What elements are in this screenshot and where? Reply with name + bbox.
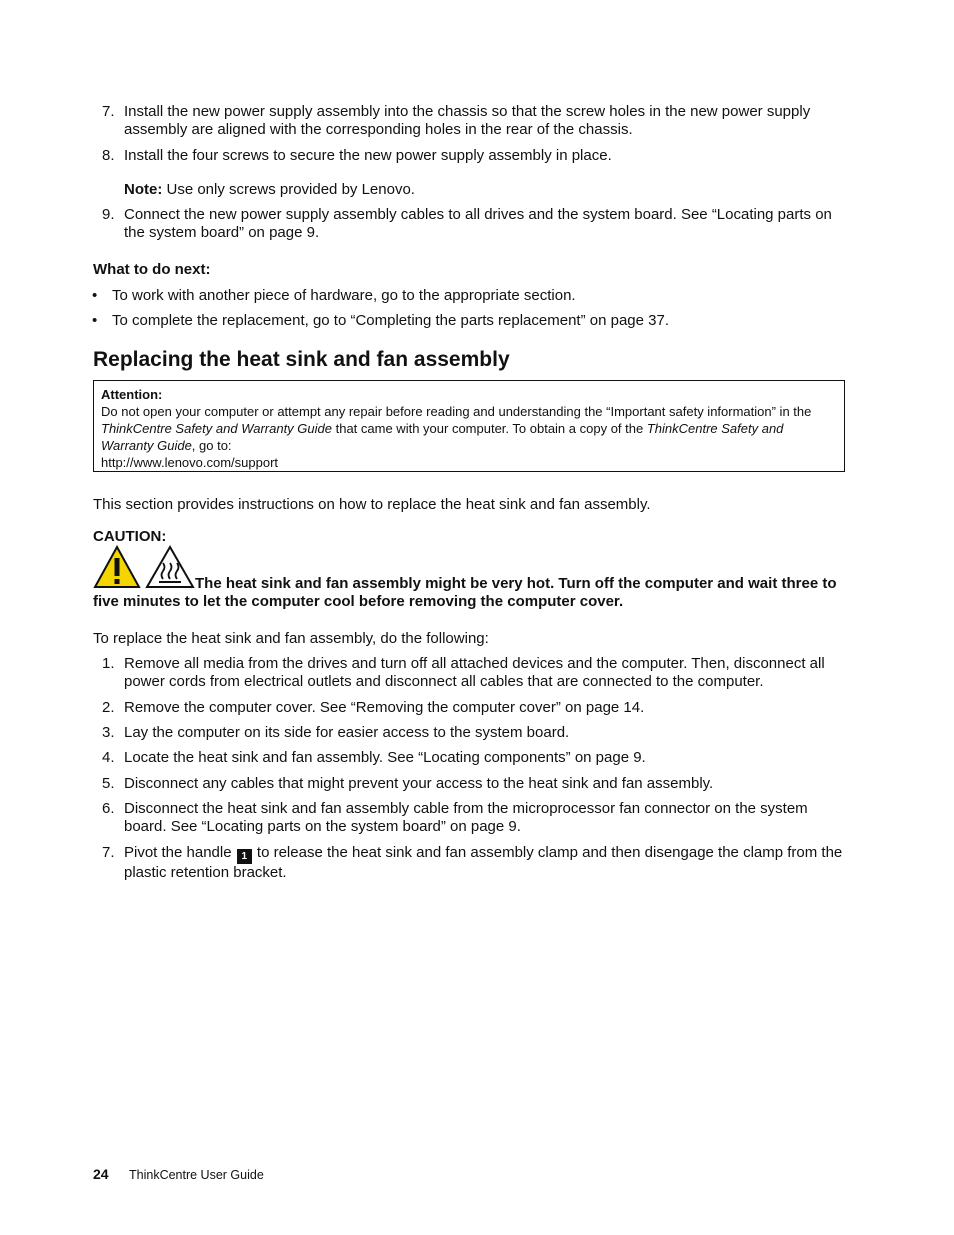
caution-text bbox=[93, 575, 848, 610]
step-number: 8. bbox=[102, 147, 115, 164]
step-text-part: Pivot the handle bbox=[124, 844, 236, 861]
attention-text: that came with your computer. To obtain a copy of the bbox=[332, 421, 647, 436]
guide-title: ThinkCentre Safety and Warranty Guide bbox=[101, 421, 784, 453]
section-title: Replacing the heat sink and fan assembly bbox=[93, 348, 510, 371]
step-text-part: to release the heat sink and fan assembly clamp and then disengage the clamp from the plastic retention bracket. bbox=[124, 844, 843, 881]
step-text: Locate the heat sink and fan assembly. See “Locating components” on page 9. bbox=[124, 749, 646, 766]
step-number: 2. bbox=[102, 699, 115, 716]
list-item: To work with another piece of hardware, go to the appropriate section. bbox=[112, 287, 576, 304]
step-text: Remove the computer cover. See “Removing the computer cover” on page 14. bbox=[124, 699, 645, 716]
step-text: Remove all media from the drives and turn off all attached devices and the computer. Then, disconnect all power cords from electrical outlets and disconnect all cables that are connected to the computer. bbox=[124, 655, 825, 690]
step-text: Install the new power supply assembly into the chassis so that the screw holes in the new power supply assembly are aligned with the corresponding holes in the rear of the chassis. bbox=[124, 103, 811, 138]
list-item: To complete the replacement, go to “Completing the parts replacement” on page 37. bbox=[112, 312, 669, 329]
page-number: 24 bbox=[93, 1166, 109, 1182]
step-number: 7. bbox=[102, 844, 115, 861]
step-number: 4. bbox=[102, 749, 115, 766]
step-text: Disconnect the heat sink and fan assembly cable from the microprocessor fan connector on the system board. See “Locating parts on the system board” on page 9. bbox=[124, 800, 808, 835]
step-text: Lay the computer on its side for easier access to the system board. bbox=[124, 724, 570, 741]
note-label: Note: bbox=[124, 181, 163, 198]
footer-title: ThinkCentre User Guide bbox=[129, 1168, 264, 1182]
step-text bbox=[124, 844, 849, 882]
step-text: Disconnect any cables that might prevent your access to the heat sink and fan assembly. bbox=[124, 775, 714, 792]
attention-box bbox=[93, 380, 845, 472]
note bbox=[124, 181, 849, 199]
bullet-icon: • bbox=[92, 312, 98, 329]
attention-text: , go to: bbox=[191, 438, 232, 453]
callout-marker: 1 bbox=[237, 849, 252, 864]
step-number: 6. bbox=[102, 800, 115, 817]
step-number: 7. bbox=[102, 103, 115, 120]
bullet-icon: • bbox=[92, 287, 98, 304]
step-text: Install the four screws to secure the new power supply assembly in place. bbox=[124, 147, 612, 164]
step-number: 3. bbox=[102, 724, 115, 741]
procedure-intro: To replace the heat sink and fan assembly, do the following: bbox=[93, 630, 489, 647]
guide-title: ThinkCentre Safety and Warranty Guide bbox=[101, 421, 332, 436]
caution-label: CAUTION: bbox=[93, 528, 167, 545]
step-text: Connect the new power supply assembly cables to all drives and the system board. See “Locating parts on the system board” on page 9. bbox=[124, 206, 832, 241]
step-number: 1. bbox=[102, 655, 115, 672]
attention-text: Do not open your computer or attempt any repair before reading and understanding the “Important safety information” in the bbox=[101, 404, 812, 419]
intro-paragraph: This section provides instructions on how to replace the heat sink and fan assembly. bbox=[93, 496, 651, 513]
next-heading: What to do next: bbox=[93, 261, 211, 278]
note-text: Use only screws provided by Lenovo. bbox=[166, 181, 415, 198]
caution-message: The heat sink and fan assembly might be very hot. Turn off the computer and wait three to five minutes to let the computer cool before removing the computer cover. bbox=[93, 575, 837, 610]
support-url[interactable]: http://www.lenovo.com/support bbox=[101, 455, 279, 470]
attention-label: Attention: bbox=[101, 387, 163, 402]
step-number: 5. bbox=[102, 775, 115, 792]
step-number: 9. bbox=[102, 206, 115, 223]
